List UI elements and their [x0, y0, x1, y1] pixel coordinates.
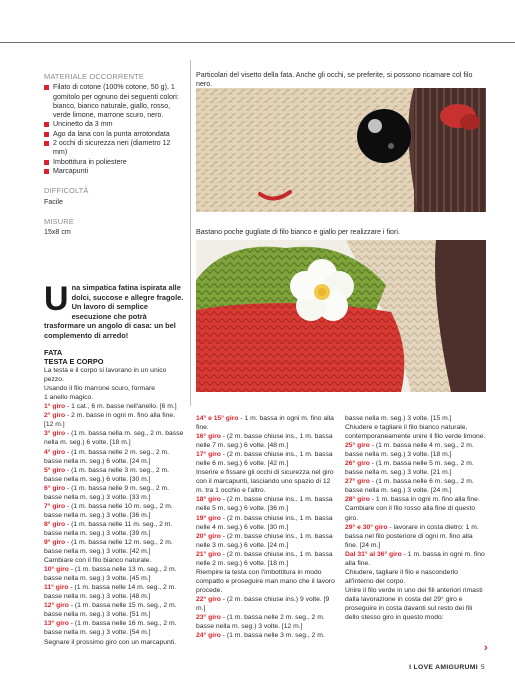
pattern-round: [44, 466, 184, 484]
round-instructions: - lavorare in costa dietro: 1 m. bassa nel filo posteriore di ogni m. fino alla fine. [24 m.]: [345, 523, 479, 549]
pattern-round: [345, 504, 487, 522]
round-instructions: - (2 m. basse chiuse ins.) 9 volte. [9 m.]: [196, 595, 330, 612]
round-instructions: - (1 m. bassa nelle 10 m. seg., 2 m. basse nella m. seg.) 3 volte. [36 m.]: [44, 502, 173, 519]
round-instructions: - (2 m. basse chiuse ins., 1 m. bassa nelle 7 m. seg.) 6 volte. [48 m.]: [196, 433, 333, 450]
pattern-round: [345, 586, 487, 622]
size-value: 15x8 cm: [44, 228, 71, 237]
material-text: Filato di cotone (100% cotone, 50 g), 1 gomitolo per ognuno dei seguenti colori: bianco, bianco naturale, giallo, rosso, verde limone, marrone scuro, nero.: [53, 83, 179, 120]
material-text: 2 occhi di sicurezza neri (diametro 12 mm): [53, 139, 171, 157]
material-item: [44, 130, 182, 139]
pattern-column-1: [44, 348, 184, 647]
round-label: 21° giro: [196, 550, 221, 558]
round-instructions: - (2 m. basse chiuse ins., 1 m. bassa nelle 2 m. seg.) 6 volte. [18 m.]: [196, 550, 333, 567]
pattern-column-2: [196, 414, 336, 640]
materials-heading: MATERIALE OCCORRENTE: [44, 72, 144, 81]
red-square-bullet-icon: [44, 85, 49, 90]
round-instructions: - 1 cat., 6 m. basse nell'anello. [6 m.]: [65, 403, 177, 411]
round-instructions: basse nella m. seg.) 3 volte. [15 m.]: [345, 415, 452, 422]
round-label: 18° giro: [196, 496, 221, 504]
round-instructions: - (1 m. bassa nelle 15 m. seg., 2 m. basse nella m. seg.) 3 volte. [51 m.]: [44, 602, 177, 619]
material-item: [44, 158, 182, 167]
round-label: 11° giro: [44, 584, 69, 592]
pattern-round: [44, 583, 184, 601]
pattern-column-3: [345, 414, 487, 622]
page-footer: [409, 664, 485, 671]
pattern-round: [44, 402, 184, 411]
red-square-bullet-icon: [44, 160, 49, 165]
pattern-round: [196, 550, 336, 568]
round-instructions: - (1 m. bassa nelle 4 m. seg., 2 m. basse nella m. seg.) 3 volte. [18 m.]: [345, 442, 474, 459]
round-label: 10° giro: [44, 566, 69, 574]
pattern-round: [44, 565, 184, 583]
intro-paragraph: [44, 280, 184, 341]
pattern-round: [196, 631, 336, 640]
round-label: 28° giro: [345, 496, 370, 504]
round-label: 7° giro: [44, 502, 66, 510]
material-item: [44, 83, 182, 120]
round-instructions: - (1 m. bassa nelle 2 m. seg., 2 m. basse nella m. seg.) 6 volte. [24 m.]: [44, 448, 169, 465]
round-instructions: - (1 m. bassa nelle 9 m. seg., 2 m. basse nella m. seg.) 3 volte. [33 m.]: [44, 484, 169, 501]
pattern-round: [196, 468, 336, 495]
column-divider: [190, 60, 191, 406]
round-instructions: - 1 m. bassa in ogni m. fino alla fine.: [345, 550, 485, 567]
round-instructions: Chiudere, tagliare il filo e nasconderlo all'interno del corpo.: [345, 568, 458, 585]
round-label: 13° giro: [44, 620, 69, 628]
round-instructions: - 1 m. bassa in ogni m. fino alla fine.: [369, 496, 480, 504]
round-instructions: - (1 m. bassa nelle 5 m. seg., 2 m. basse nella m. seg.) 3 volte. [21 m.]: [345, 460, 474, 477]
round-label: 25° giro: [345, 442, 370, 450]
pattern-round: [44, 502, 184, 520]
material-item: [44, 139, 182, 158]
pattern-round: [196, 595, 336, 613]
round-instructions: Riempire la testa con l'imbottitura in modo compatto e proseguire man mano che il lavoro procede.: [196, 568, 335, 594]
pattern-round: [345, 441, 487, 459]
pattern-round: [345, 477, 487, 495]
pattern-round: [196, 514, 336, 532]
round-instructions: - (1 m. bassa nelle 16 m. seg., 2 m. basse nella m. seg.) 3 volte. [54 m.]: [44, 620, 177, 637]
round-instructions: - (2 m. basse chiuse ins., 1 m. bassa nelle 6 m. seg.) 6 volte. [42 m.]: [196, 451, 333, 468]
round-label: 5° giro: [44, 466, 66, 474]
pattern-round: [345, 423, 487, 441]
pattern-round: [44, 601, 184, 619]
pattern-intro-line: 1 anello magico.: [44, 394, 94, 402]
round-label: 3° giro: [44, 430, 66, 438]
pattern-rounds-2: [196, 414, 336, 640]
pattern-round: [44, 429, 184, 447]
round-instructions: - 2 m. basse in ogni m. fino alla fine. [12 m.]: [44, 412, 176, 429]
pattern-round: [345, 550, 487, 568]
red-square-bullet-icon: [44, 132, 49, 137]
magazine-name: I LOVE AMIGURUMI: [409, 664, 478, 671]
pattern-round: [44, 619, 184, 637]
red-square-bullet-icon: [44, 122, 49, 127]
round-label: 17° giro: [196, 451, 221, 459]
pattern-round: [44, 638, 184, 647]
chevron-right-icon: ›: [484, 642, 488, 654]
pattern-title: FATA: [44, 348, 63, 357]
round-instructions: - (1 m. bassa nelle 13 m. seg., 2 m. basse nella m. seg.) 3 volte. [45 m.]: [44, 566, 177, 583]
difficulty-value: Facile: [44, 197, 63, 206]
round-label: 16° giro: [196, 433, 221, 441]
pattern-round: [44, 538, 184, 556]
round-instructions: - (2 m. basse chiuse ins., 1 m. bassa nelle 5 m. seg.) 6 volte. [36 m.]: [196, 496, 333, 513]
round-label: 26° giro: [345, 460, 370, 468]
round-instructions: - (1 m. bassa nelle 6 m. seg., 2 m. basse nella m. seg.) 3 volte. [24 m.]: [345, 478, 474, 495]
material-text: Uncinetto da 3 mm: [53, 120, 113, 129]
materials-list: [44, 83, 182, 176]
material-text: Imbottitura in poliestere: [53, 157, 127, 166]
round-instructions: - (1 m. bassa nelle 11 m. seg., 2 m. basse nella m. seg.) 3 volte. [39 m.]: [44, 520, 173, 537]
pattern-round: [196, 532, 336, 550]
round-instructions: Segnare il prossimo giro con un marcapunti.: [44, 638, 177, 646]
round-label: 8° giro: [44, 520, 66, 528]
round-instructions: - (2 m. basse chiuse ins., 1 m. bassa nelle 4 m. seg.) 6 volte. [30 m.]: [196, 514, 333, 531]
pattern-round: [345, 414, 487, 423]
material-item: [44, 120, 182, 129]
round-instructions: Chiudere e tagliare il filo bianco naturale, contemporaneamente unire il filo verde limone.: [345, 424, 486, 441]
round-label: 24° giro: [196, 632, 221, 640]
round-label: 6° giro: [44, 484, 66, 492]
round-instructions: - (1 m. bassa nella m. seg., 2 m. basse nella m. seg.) 6 volte. [18 m.]: [44, 430, 184, 447]
pattern-round: [196, 495, 336, 513]
pattern-round: [345, 568, 487, 586]
pattern-rounds-3: [345, 414, 487, 622]
pattern-round: [44, 556, 184, 565]
round-instructions: - (1 m. bassa nelle 14 m. seg., 2 m. basse nella m. seg.) 3 volte. [48 m.]: [44, 584, 177, 601]
round-label: 14° e 15° giro: [196, 415, 239, 422]
face-caption: Particolari del visetto della fata. Anche gli occhi, se preferite, si possono ricamare col filo nero.: [196, 71, 473, 88]
material-text: Ago da lana con la punta arrotondata: [53, 129, 170, 138]
pattern-rounds-1: [44, 402, 184, 646]
pattern-round: [345, 459, 487, 477]
pattern-subtitle: TESTA E CORPO: [44, 357, 104, 367]
pattern-round: [44, 448, 184, 466]
page-number: 5: [480, 664, 485, 671]
round-instructions: - (2 m. basse chiuse ins., 1 m. bassa nelle 3 m. seg.) 6 volte. [24 m.]: [196, 532, 333, 549]
round-instructions: - (1 m. bassa nelle 3 m. seg., 2 m. basse nella m. seg.) 6 volte. [30 m.]: [44, 466, 169, 483]
size-heading: MISURE: [44, 216, 74, 226]
round-label: 20° giro: [196, 532, 221, 540]
pattern-intro: [44, 366, 184, 402]
pattern-round: [196, 613, 336, 631]
round-label: 27° giro: [345, 478, 370, 486]
pattern-round: [345, 495, 487, 504]
round-label: 12° giro: [44, 602, 69, 610]
pattern-round: [44, 411, 184, 429]
round-label: 2° giro: [44, 412, 66, 420]
flowers-caption: Bastano poche gugliate di filo bianco e giallo per realizzare i fiori.: [196, 228, 400, 236]
pattern-round: [196, 568, 336, 595]
round-instructions: - 1 m. bassa in ogni m. fino alla fine.: [196, 415, 334, 432]
round-label: 22° giro: [196, 595, 221, 603]
pattern-round: [196, 432, 336, 450]
top-rule: [0, 42, 515, 43]
round-label: 4° giro: [44, 448, 66, 456]
round-label: 9° giro: [44, 538, 66, 546]
round-label: 23° giro: [196, 614, 221, 622]
round-instructions: Cambiare con il filo rosso alla fine di questo giro.: [345, 505, 476, 522]
pattern-round: [44, 520, 184, 538]
round-instructions: - (1 m. bassa nelle 2 m. seg., 2 m. basse nella m. seg.) 3 volte. [12 m.]: [196, 614, 325, 631]
pattern-intro-line: Usando il filo marrone scuro, formare: [44, 385, 156, 393]
round-instructions: Inserire e fissare gli occhi di sicurezza nel giro con il marcapunti, lasciando uno spazio di 12 m. tra 1 occhio e l'altro.: [196, 469, 334, 495]
pattern-round: [196, 414, 336, 432]
materials-sidebar: [44, 72, 182, 237]
material-item: [44, 167, 182, 176]
round-instructions: - (1 m. bassa nelle 3 m. seg., 2 m.: [220, 632, 325, 640]
doll-flower-photo: [196, 240, 486, 392]
pattern-round: [196, 450, 336, 468]
round-label: 1° giro: [44, 403, 66, 411]
pattern-intro-line: La testa e il corpo si lavorano in un unico pezzo.: [44, 367, 167, 384]
pattern-round: [44, 484, 184, 502]
intro-text: na simpatica fatina ispirata alle dolci, succose e allegre fragole. Un lavoro di semplice esecuzione che potrà trasformare un angolo di casa: un bel complemento di arredo!: [44, 283, 184, 340]
doll-face-photo: [196, 88, 486, 212]
red-square-bullet-icon: [44, 169, 49, 174]
material-text: Marcapunti: [53, 166, 89, 175]
difficulty-heading: DIFFICOLTÀ: [44, 186, 89, 196]
round-label: 19° giro: [196, 514, 221, 522]
red-square-bullet-icon: [44, 141, 49, 146]
round-instructions: Unire il filo verde in uno dei fili anteriori rimasti dalla lavorazione in costa del 29° giro e proseguire in costa davanti sul resto dei fili dello stesso giro in questo modo:: [345, 586, 483, 622]
round-instructions: Cambiare con il filo bianco naturale.: [44, 557, 152, 565]
round-label: Dal 31° al 36° giro: [345, 550, 402, 558]
pattern-round: [345, 523, 487, 550]
intro-dropcap: U: [44, 280, 69, 318]
round-instructions: - (1 m. bassa nelle 12 m. seg., 2 m. basse nella m. seg.) 3 volte. [42 m.]: [44, 538, 173, 556]
round-label: 29° e 30° giro: [345, 523, 388, 531]
